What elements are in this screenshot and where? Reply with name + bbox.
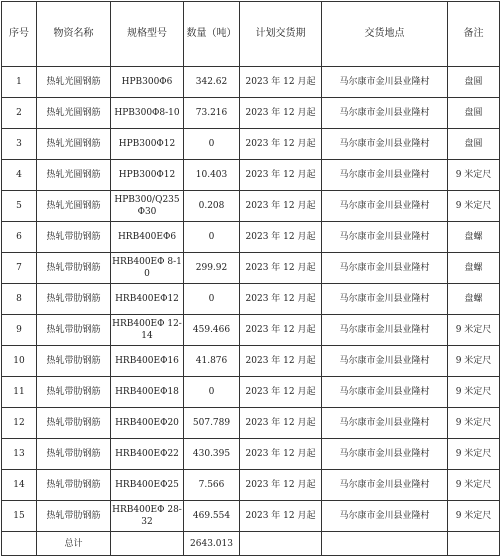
header-cell-no: 序号 (2, 2, 37, 67)
cell-name: 热轧光圆钢筋 (37, 129, 111, 160)
cell-spec: HRB400EΦ6 (111, 222, 184, 253)
materials-table (1, 1, 500, 556)
table-row (2, 439, 500, 470)
total-cell-note (448, 532, 500, 556)
cell-note: 盘螺 (448, 253, 500, 284)
header-cell-name: 物资名称 (37, 2, 111, 67)
table-row (2, 160, 500, 191)
total-label: 总计 (37, 532, 111, 556)
cell-date: 2023 年 12 月起 (240, 67, 322, 98)
cell-date: 2023 年 12 月起 (240, 501, 322, 532)
cell-note: 9 米定尺 (448, 439, 500, 470)
cell-no: 4 (2, 160, 37, 191)
cell-qty: 469.554 (184, 501, 240, 532)
cell-no: 1 (2, 67, 37, 98)
cell-date: 2023 年 12 月起 (240, 160, 322, 191)
cell-date: 2023 年 12 月起 (240, 253, 322, 284)
cell-no: 11 (2, 377, 37, 408)
cell-spec: HPB300Φ8-10 (111, 98, 184, 129)
total-qty: 2643.013 (184, 532, 240, 556)
table-row (2, 408, 500, 439)
cell-name: 热轧带肋钢筋 (37, 222, 111, 253)
cell-qty: 0 (184, 129, 240, 160)
cell-place: 马尔康市金川县业隆村 (322, 501, 448, 532)
cell-spec: HPB300Φ12 (111, 129, 184, 160)
cell-no: 7 (2, 253, 37, 284)
cell-date: 2023 年 12 月起 (240, 377, 322, 408)
cell-name: 热轧光圆钢筋 (37, 160, 111, 191)
cell-name: 热轧带肋钢筋 (37, 377, 111, 408)
table-row (2, 315, 500, 346)
cell-note: 盘螺 (448, 284, 500, 315)
header-cell-note: 备注 (448, 2, 500, 67)
cell-qty: 342.62 (184, 67, 240, 98)
cell-note: 9 米定尺 (448, 501, 500, 532)
cell-no: 13 (2, 439, 37, 470)
cell-qty: 0 (184, 284, 240, 315)
table-row (2, 501, 500, 532)
cell-date: 2023 年 12 月起 (240, 439, 322, 470)
cell-place: 马尔康市金川县业隆村 (322, 191, 448, 222)
cell-spec: HRB400EΦ22 (111, 439, 184, 470)
table-row (2, 222, 500, 253)
cell-date: 2023 年 12 月起 (240, 408, 322, 439)
cell-place: 马尔康市金川县业隆村 (322, 160, 448, 191)
cell-name: 热轧带肋钢筋 (37, 253, 111, 284)
cell-note: 9 米定尺 (448, 191, 500, 222)
cell-spec: HPB300Φ6 (111, 67, 184, 98)
cell-name: 热轧带肋钢筋 (37, 408, 111, 439)
table-row (2, 98, 500, 129)
cell-date: 2023 年 12 月起 (240, 284, 322, 315)
cell-name: 热轧带肋钢筋 (37, 501, 111, 532)
total-cell-date (240, 532, 322, 556)
cell-spec: HRB400EΦ12 (111, 284, 184, 315)
cell-no: 3 (2, 129, 37, 160)
cell-place: 马尔康市金川县业隆村 (322, 67, 448, 98)
cell-qty: 0 (184, 377, 240, 408)
cell-qty: 299.92 (184, 253, 240, 284)
cell-name: 热轧光圆钢筋 (37, 191, 111, 222)
cell-spec: HRB400EΦ20 (111, 408, 184, 439)
cell-no: 15 (2, 501, 37, 532)
cell-note: 9 米定尺 (448, 470, 500, 501)
table-row (2, 253, 500, 284)
cell-spec: HRB400EΦ 8-10 (111, 253, 184, 284)
cell-place: 马尔康市金川县业隆村 (322, 222, 448, 253)
cell-note: 9 米定尺 (448, 315, 500, 346)
cell-spec: HPB300Φ12 (111, 160, 184, 191)
cell-date: 2023 年 12 月起 (240, 346, 322, 377)
table-row (2, 470, 500, 501)
table-row (2, 67, 500, 98)
cell-place: 马尔康市金川县业隆村 (322, 129, 448, 160)
cell-qty: 459.466 (184, 315, 240, 346)
cell-qty: 0.208 (184, 191, 240, 222)
cell-note: 盘圆 (448, 67, 500, 98)
cell-place: 马尔康市金川县业隆村 (322, 377, 448, 408)
cell-no: 10 (2, 346, 37, 377)
cell-date: 2023 年 12 月起 (240, 315, 322, 346)
cell-date: 2023 年 12 月起 (240, 98, 322, 129)
cell-place: 马尔康市金川县业隆村 (322, 253, 448, 284)
table-row (2, 284, 500, 315)
cell-date: 2023 年 12 月起 (240, 191, 322, 222)
cell-note: 9 米定尺 (448, 377, 500, 408)
cell-name: 热轧光圆钢筋 (37, 67, 111, 98)
header-cell-date: 计划交货期 (240, 2, 322, 67)
cell-note: 9 米定尺 (448, 346, 500, 377)
cell-place: 马尔康市金川县业隆村 (322, 98, 448, 129)
header-cell-qty: 数量（吨） (184, 2, 240, 67)
cell-qty: 0 (184, 222, 240, 253)
document-page (0, 1, 500, 559)
cell-place: 马尔康市金川县业隆村 (322, 408, 448, 439)
table-row (2, 129, 500, 160)
cell-note: 盘圆 (448, 98, 500, 129)
cell-qty: 430.395 (184, 439, 240, 470)
cell-qty: 73.216 (184, 98, 240, 129)
cell-no: 12 (2, 408, 37, 439)
cell-spec: HPB300/Q235 Φ30 (111, 191, 184, 222)
total-cell-no (2, 532, 37, 556)
table-row (2, 377, 500, 408)
cell-no: 2 (2, 98, 37, 129)
cell-note: 9 米定尺 (448, 160, 500, 191)
cell-date: 2023 年 12 月起 (240, 470, 322, 501)
cell-place: 马尔康市金川县业隆村 (322, 346, 448, 377)
cell-name: 热轧光圆钢筋 (37, 98, 111, 129)
cell-place: 马尔康市金川县业隆村 (322, 315, 448, 346)
cell-date: 2023 年 12 月起 (240, 129, 322, 160)
total-cell-spec (111, 532, 184, 556)
cell-name: 热轧带肋钢筋 (37, 346, 111, 377)
cell-spec: HRB400EΦ 12-14 (111, 315, 184, 346)
cell-spec: HRB400EΦ25 (111, 470, 184, 501)
cell-spec: HRB400EΦ16 (111, 346, 184, 377)
cell-name: 热轧带肋钢筋 (37, 315, 111, 346)
cell-place: 马尔康市金川县业隆村 (322, 439, 448, 470)
cell-no: 5 (2, 191, 37, 222)
cell-note: 9 米定尺 (448, 408, 500, 439)
cell-qty: 41.876 (184, 346, 240, 377)
table-row (2, 346, 500, 377)
header-cell-spec: 规格型号 (111, 2, 184, 67)
cell-no: 6 (2, 222, 37, 253)
cell-place: 马尔康市金川县业隆村 (322, 284, 448, 315)
table-row (2, 191, 500, 222)
cell-spec: HRB400EΦ18 (111, 377, 184, 408)
cell-note: 盘圆 (448, 129, 500, 160)
cell-no: 14 (2, 470, 37, 501)
cell-name: 热轧带肋钢筋 (37, 470, 111, 501)
cell-place: 马尔康市金川县业隆村 (322, 470, 448, 501)
header-cell-place: 交货地点 (322, 2, 448, 67)
total-cell-place (322, 532, 448, 556)
cell-date: 2023 年 12 月起 (240, 222, 322, 253)
total-row (2, 532, 500, 556)
cell-spec: HRB400EΦ 28-32 (111, 501, 184, 532)
cell-no: 9 (2, 315, 37, 346)
cell-note: 盘螺 (448, 222, 500, 253)
cell-no: 8 (2, 284, 37, 315)
header-row (2, 2, 500, 67)
cell-name: 热轧带肋钢筋 (37, 439, 111, 470)
cell-qty: 10.403 (184, 160, 240, 191)
cell-name: 热轧带肋钢筋 (37, 284, 111, 315)
cell-qty: 507.789 (184, 408, 240, 439)
cell-qty: 7.566 (184, 470, 240, 501)
